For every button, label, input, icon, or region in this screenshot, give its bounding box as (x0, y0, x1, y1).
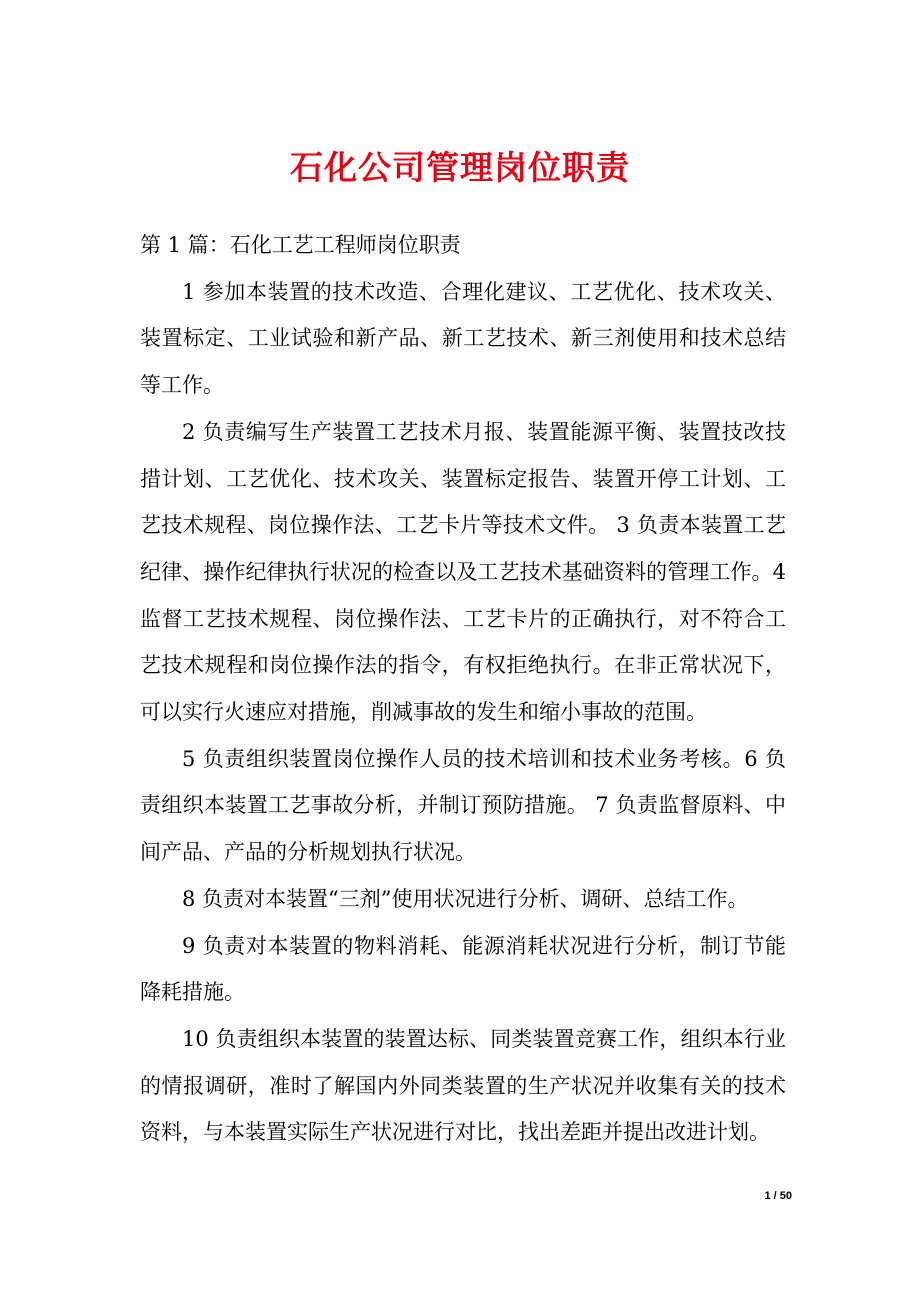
paragraph-6: 10 负责组织本装置的装置达标、同类装置竞赛工作，组织本行业的情报调研，准时了解国内外同类装置的生产状况并收集有关的技术资料，与本装置实际生产状况进行对比，找出差距并提出改进计划。 (140, 1026, 786, 1145)
paragraph-1: 1 参加本装置的技术改造、合理化建议、工艺优化、技术攻关、装置标定、工业试验和新产品、新工艺技术、新三剂使用和技术总结等工作。 (140, 279, 786, 398)
page-number: 1 / 50 (764, 1190, 792, 1202)
paragraph-4: 8 负责对本装置“三剂”使用状况进行分析、调研、总结工作。 (182, 886, 749, 911)
document-title: 石化公司管理岗位职责 (290, 148, 630, 187)
section-heading: 第 1 篇：石化工艺工程师岗位职责 (140, 233, 461, 257)
paragraph-3: 5 负责组织装置岗位操作人员的技术培训和技术业务考核。6 负责组织本装置工艺事故分析，并制订预防措施。 7 负责监督原料、中间产品、产品的分析规划执行状况。 (140, 746, 786, 865)
paragraph-2: 2 负责编写生产装置工艺技术月报、装置能源平衡、装置技改技措计划、工艺优化、技术攻关、装置标定报告、装置开停工计划、工艺技术规程、岗位操作法、工艺卡片等技术文件。 3 负责本装置工艺纪律、操作纪律执行状况的检查以及工艺技术基础资料的管理工作。4 监督工艺技术规程、岗位操作法、工艺卡片的正确执行，对不符合工艺技术规程和岗位操作法的指令，有权拒绝执行。在非正常状况下，可以实行火速应对措施，削减事故的发生和缩小事故的范围。 (140, 419, 786, 725)
paragraph-5: 9 负责对本装置的物料消耗、能源消耗状况进行分析，制订节能降耗措施。 (140, 933, 786, 1005)
document-body (140, 222, 786, 1156)
